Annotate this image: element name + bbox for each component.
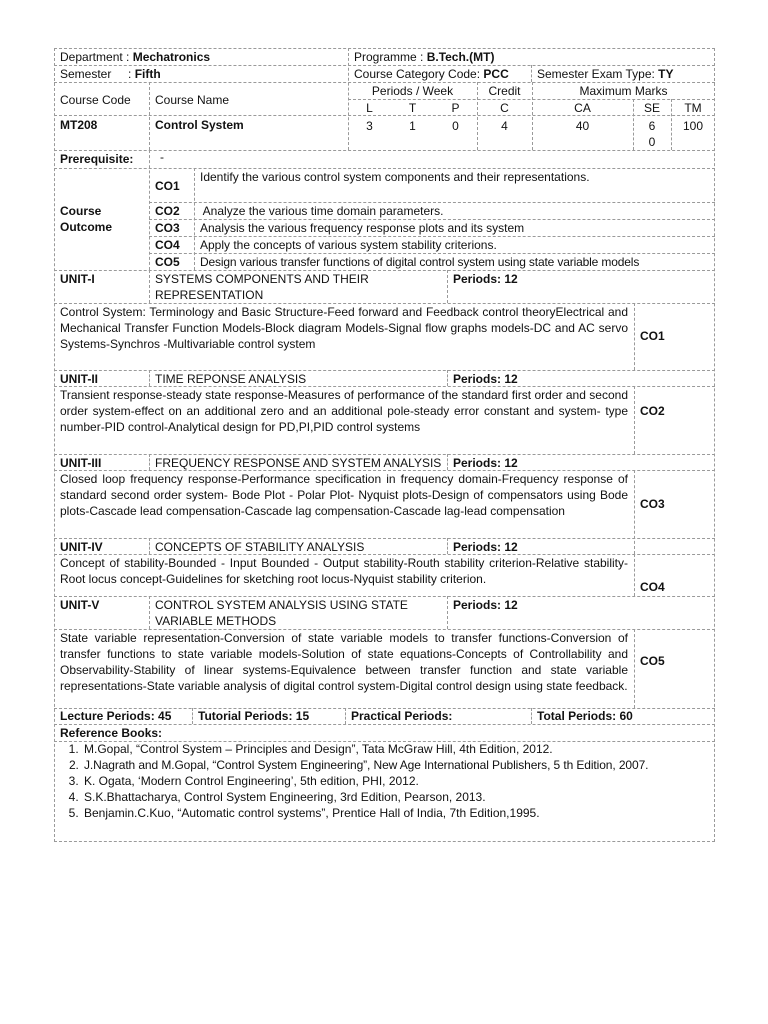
unit-1-periods: Periods: 12 — [453, 272, 518, 286]
department — [54, 49, 348, 65]
rule — [634, 386, 635, 454]
co3-text: Analysis the various frequency response plots and its system — [200, 221, 525, 235]
col-p: P — [451, 101, 460, 115]
unit-4-periods: Periods: 12 — [453, 540, 518, 554]
reference-item: 1. M.Gopal, “Control System – Principles and Design”, Tata McGraw Hill, 4th Edition, 2012. — [82, 741, 709, 757]
unit-4-label: UNIT-IV — [60, 540, 103, 554]
exam-type-label: Semester Exam Type: — [537, 67, 659, 81]
unit-5-co: CO5 — [640, 654, 665, 668]
unit-2-title: TIME REPONSE ANALYSIS — [155, 372, 307, 386]
value-t: 1 — [409, 119, 416, 133]
semester-value: Fifth — [134, 67, 161, 81]
unit-5-title: CONTROL SYSTEM ANALYSIS USING STATE VARIABLE METHODS — [155, 598, 408, 628]
value-l: 3 — [366, 119, 373, 133]
reference-books-label: Reference Books: — [60, 726, 163, 740]
exam-type — [531, 66, 715, 82]
unit-2-co: CO2 — [640, 404, 665, 418]
practical-periods: Practical Periods: — [351, 709, 453, 723]
periods-week-header: Periods / Week — [371, 84, 454, 98]
value-se: 6 0 — [648, 119, 656, 149]
col-l: L — [366, 101, 373, 115]
col-se: SE — [643, 101, 660, 115]
reference-list — [56, 741, 709, 821]
value-ca: 40 — [575, 119, 590, 133]
unit-3-title: FREQUENCY RESPONSE AND SYSTEM ANALYSIS — [155, 456, 442, 470]
category-value: PCC — [483, 67, 509, 81]
course-name-header: Course Name — [155, 93, 230, 107]
unit-3-content: Closed loop frequency response-Performance specification in frequency domain-Frequency response of standard second order system- Bode Plot - Polar Plot- Nyquist plots-Design of compensators using Bode plots-Cascade lead compensation-Cascade lag compensation-Cascade lag-lead compensation — [60, 472, 628, 518]
total-periods: Total Periods: 60 — [537, 709, 633, 723]
value-p: 0 — [452, 119, 459, 133]
co4-code: CO4 — [155, 238, 180, 252]
unit-3-co: CO3 — [640, 497, 665, 511]
prerequisite-label: Prerequisite: — [60, 152, 134, 166]
co2-code: CO2 — [155, 204, 180, 218]
value-tm: 100 — [682, 119, 704, 133]
unit-1-label: UNIT-I — [60, 272, 95, 286]
credit-header: Credit — [488, 84, 521, 98]
category-label: Course Category Code: — [354, 67, 484, 81]
reference-item: 3. K. Ogata, ‘Modern Control Engineering’, 5th edition, PHI, 2012. — [82, 773, 709, 789]
semester — [54, 66, 348, 82]
course-name: Control System — [155, 118, 244, 132]
prerequisite-value: - — [160, 150, 164, 164]
unit-5-content: State variable representation-Conversion of state variable models to transfer functions-Conversion of transfer functions to state variable models-Solution of state equations-Concepts of Controllability and Observability-Stability of linear systems-Equivalence between transfer function and state variable representations-State variable analysis of digital control system-Digital control design using state feedback. — [60, 631, 628, 693]
programme — [348, 49, 715, 65]
unit-3-label: UNIT-III — [60, 456, 102, 470]
unit-2-label: UNIT-II — [60, 372, 98, 386]
unit-4-title: CONCEPTS OF STABILITY ANALYSIS — [155, 540, 365, 554]
course-code: MT208 — [60, 118, 98, 132]
reference-list-container — [54, 741, 715, 831]
unit-4-content: Concept of stability-Bounded - Input Bounded - Output stability-Routh stability criterion-Relative stability-Root locus concept-Guidelines for sketching root locus-Nyquist stability criterion. — [60, 556, 628, 586]
department-value: Mechatronics — [132, 50, 211, 64]
col-t: T — [408, 101, 417, 115]
maximum-marks-header: Maximum Marks — [579, 84, 668, 98]
reference-item: 5. Benjamin.C.Kuo, “Automatic control systems”, Prentice Hall of India, 7th Edition,1995. — [82, 805, 709, 821]
co1-text: Identify the various control system components and their representations. — [200, 170, 590, 184]
unit-3-periods: Periods: 12 — [453, 456, 518, 470]
unit-5-label: UNIT-V — [60, 598, 100, 612]
department-label: Department : — [60, 50, 133, 64]
co5-text: Design various transfer functions of digital control system using state variable models — [200, 255, 640, 269]
rule — [54, 841, 715, 842]
co2-text: Analyze the various time domain parameters. — [200, 204, 444, 218]
co3-code: CO3 — [155, 221, 180, 235]
col-ca: CA — [574, 101, 591, 115]
unit-2-content: Transient response-steady state response-Measures of performance of the standard first order and second order system-effect on an additional zero and an additional pole-steady error constant and system- type number-PID control-Analytical design for PD,PI,PID control systems — [60, 388, 628, 434]
value-c: 4 — [501, 119, 508, 133]
unit-4-co: CO4 — [640, 580, 665, 594]
co1-code: CO1 — [155, 179, 180, 193]
syllabus-sheet — [54, 48, 715, 842]
course-outcome-label: Course Outcome — [60, 204, 113, 234]
lecture-periods: Lecture Periods: 45 — [60, 709, 172, 723]
unit-1-co: CO1 — [640, 329, 665, 343]
co5-code: CO5 — [155, 255, 180, 269]
col-tm: TM — [684, 101, 702, 115]
reference-item: 2. J.Nagrath and M.Gopal, “Control System Engineering”, New Age International Publishers, 5 th Edition, 2007. — [82, 757, 709, 773]
tutorial-periods: Tutorial Periods: 15 — [198, 709, 310, 723]
programme-label: Programme : — [354, 50, 427, 64]
course-category — [348, 66, 531, 82]
col-c: C — [500, 101, 509, 115]
semester-label: Semester : — [60, 67, 135, 81]
unit-1-title: SYSTEMS COMPONENTS AND THEIR REPRESENTATION — [155, 272, 369, 302]
unit-5-periods: Periods: 12 — [453, 598, 518, 612]
unit-2-periods: Periods: 12 — [453, 372, 518, 386]
co4-text: Apply the concepts of various system stability criterions. — [200, 238, 497, 252]
course-code-header: Course Code — [60, 93, 131, 107]
programme-value: B.Tech.(MT) — [426, 50, 495, 64]
exam-type-value: TY — [658, 67, 674, 81]
reference-item: 4. S.K.Bhattacharya, Control System Engineering, 3rd Edition, Pearson, 2013. — [82, 789, 709, 805]
unit-1-content: Control System: Terminology and Basic Structure-Feed forward and Feedback control theoryElectrical and Mechanical Transfer Function Models-Block diagram Models-Signal flow graphs models-DC and AC servo Systems-Synchros -Multivariable control system — [60, 305, 628, 351]
